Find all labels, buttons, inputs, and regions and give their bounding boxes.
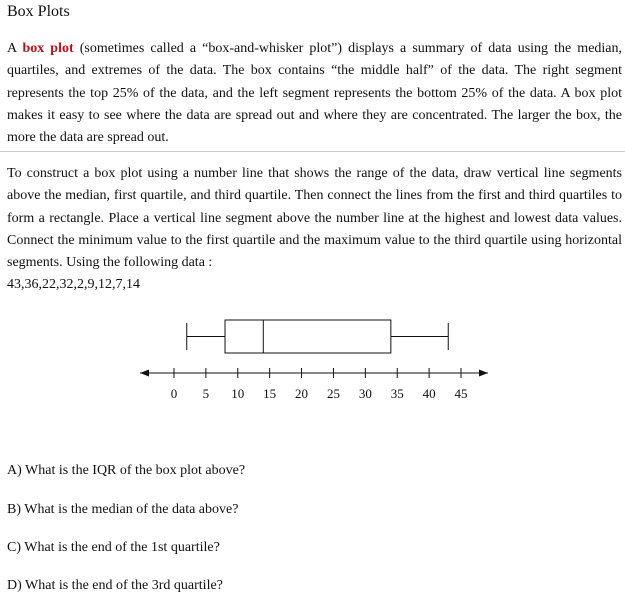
intro-text: (sometimes called a “box-and-whisker plot”) displays a summary of data using the median, quartiles, and extremes of the data. The box contains “the middle half” of the data. The right segment represents the top 25% of the data, and the left segment represents the bottom 25% of the data. A box plot makes it easy to see where the data are spread out and where they are concentrated. The larger the box, the more the data are spread out.	[7, 41, 623, 146]
tick-label-20: 20	[295, 386, 309, 401]
tick-label-0: 0	[170, 386, 178, 401]
question-a: A) What is the IQR of the box plot above?	[7, 463, 246, 478]
tick-label-45: 45	[454, 386, 468, 401]
tick-label-40: 40	[422, 386, 436, 401]
page-title: Box Plots	[7, 3, 70, 20]
interquartile-box	[225, 320, 391, 353]
box-plot-term: box plot	[22, 41, 74, 56]
number-line	[140, 368, 488, 401]
tick-label-35: 35	[390, 386, 404, 401]
tick-label-15: 15	[263, 386, 277, 401]
question-b: B) What is the median of the data above?	[7, 502, 239, 517]
tick-label-10: 10	[231, 386, 245, 401]
question-d: D) What is the end of the 3rd quartile?	[7, 578, 223, 593]
intro-prefix: A	[7, 41, 23, 56]
axis-right-arrow	[479, 370, 488, 377]
question-c: C) What is the end of the 1st quartile?	[7, 540, 220, 555]
box-and-whisker	[187, 320, 448, 353]
tick-label-5: 5	[202, 386, 210, 401]
dataset-values: 43,36,22,32,2,9,12,7,14	[7, 277, 140, 293]
axis-left-arrow	[140, 370, 149, 377]
tick-label-25: 25	[326, 386, 340, 401]
tick-label-30: 30	[358, 386, 372, 401]
instructions-text: To construct a box plot using a number line that shows the range of the data, draw vertical line segments above the median, first quartile, and third quartile. Then connect the lines from the first and third quartiles to form a rectangle. Place a vertical line segment above the number line at the highest and lowest data values. Connect the minimum value to the first quartile and the maximum value to the third quartile using horizontal segments. Using the following data :	[7, 166, 622, 271]
